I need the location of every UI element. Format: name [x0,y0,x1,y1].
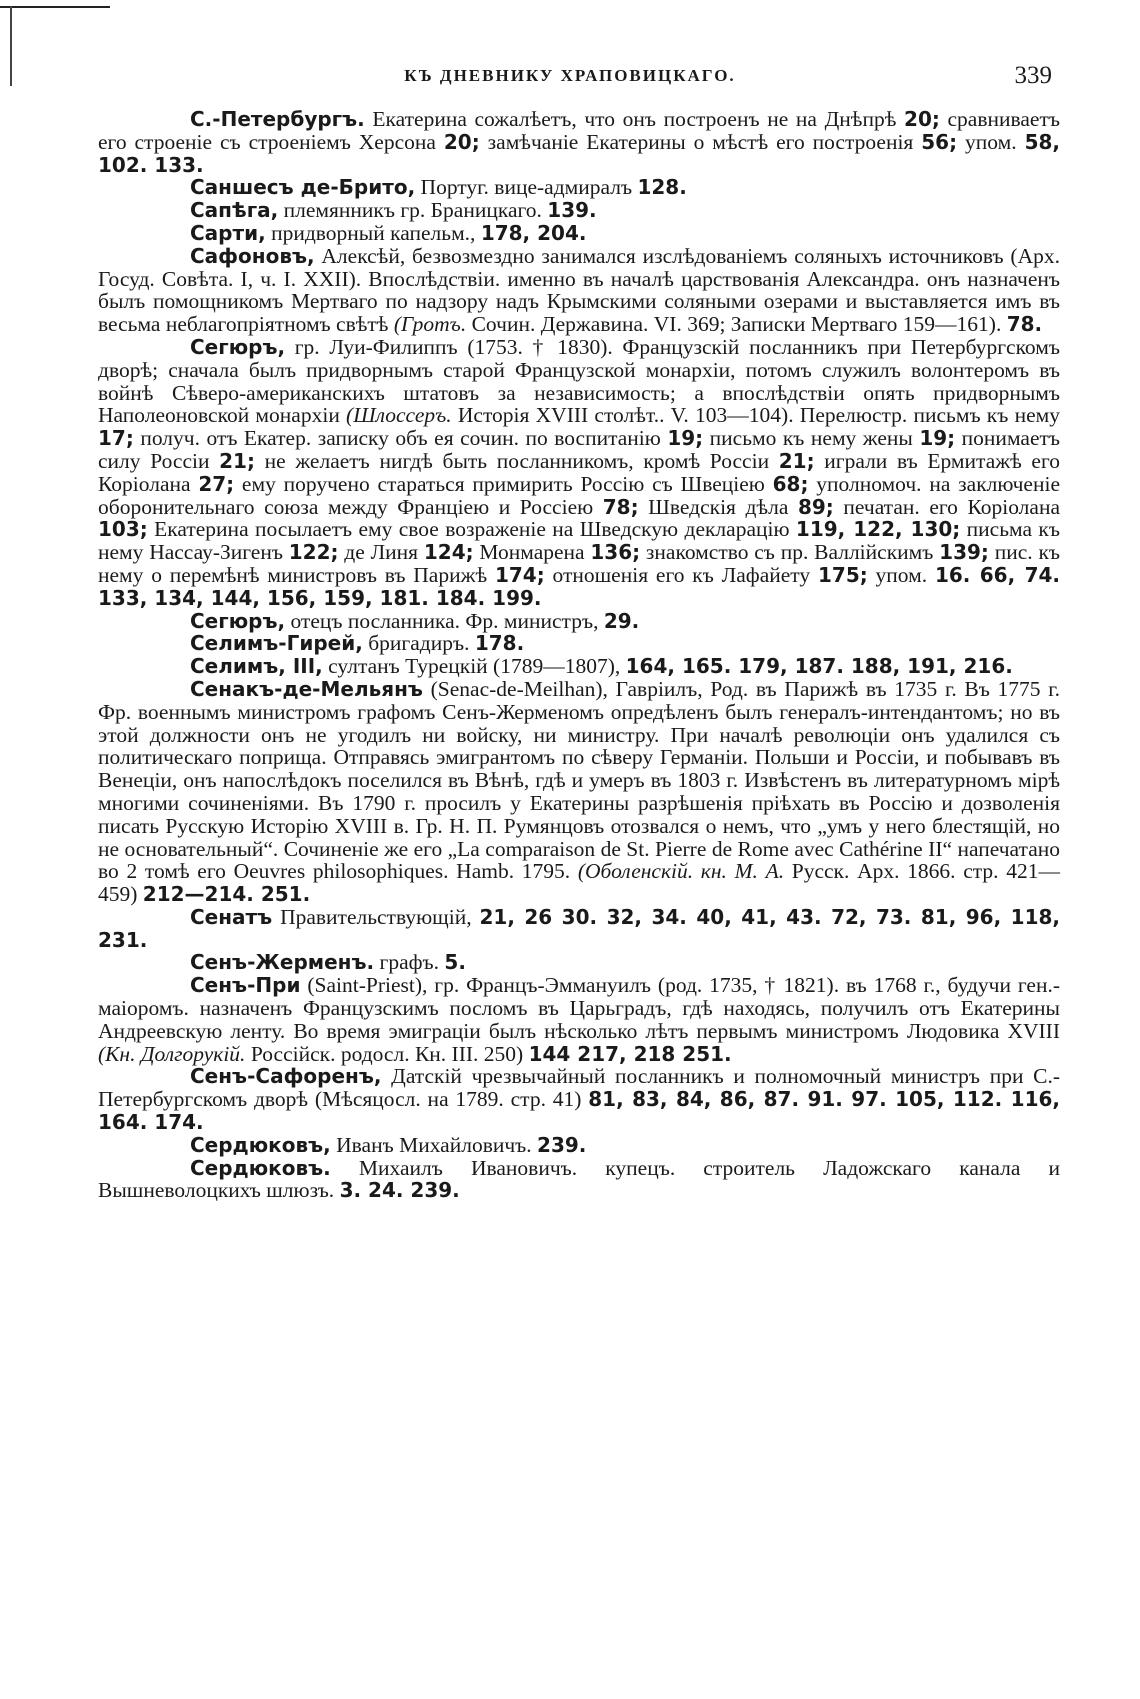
entry-senac-de-meilhan [98,678,1060,906]
page-ref: 174; [494,562,545,587]
entry-headword: Сарти, [190,220,266,245]
entry-source-italic: (Шлоссеръ. [346,403,452,428]
entry-text: отецъ посланника. Фр. министръ, [285,608,604,633]
entry-sapega [98,199,1060,222]
page-number: 339 [1014,62,1052,89]
entry-text: пис. къ нему о перемѣнѣ министровъ въ Парижѣ [98,540,1061,587]
page-ref: 5. [444,950,466,975]
page-ref: 119, 122, 130; [795,517,961,542]
entry-source-italic: (Кн. Долгорукій. [98,1041,246,1066]
page-ref: 19; [919,426,956,451]
index-entries [98,108,1060,1202]
page-ref: 212—214. 251. [142,882,311,907]
entry-text: Правительствующій, [272,904,480,929]
entry-text: не желаетъ нигдѣ быть посланникомъ, кромѣ Россіи [254,448,779,473]
entry-headword: Сапѣга, [190,198,279,223]
page-ref: 164, 165. 179, 187. 188, 191, 216. [625,654,1013,679]
entry-headword: Сердюковъ. [190,1155,331,1180]
entry-headword: Саншесъ де-Брито, [190,175,416,200]
entry-st-petersburg [98,108,1060,176]
page-ref: 21; [219,448,255,473]
page-ref: 178, 204. [480,220,587,245]
entry-segur-louis-philippe [98,336,1060,610]
entry-text: Монмарена [473,540,591,565]
page-ref: 139; [939,540,989,565]
page-ref: 17; [98,426,134,451]
page-ref: 239. [537,1132,587,1157]
page-ref: 68; [772,471,809,496]
entry-text: бригадиръ. [362,631,475,656]
entry-headword: Сенъ-Сафоренъ, [190,1064,382,1089]
entry-text: султанъ Турецкій (1789—1807), [322,654,626,679]
entry-text: Екатерина сожалѣетъ, что онъ построенъ не на Днѣпрѣ [364,107,905,131]
entry-text: понимаетъ силу Россіи [98,426,1060,473]
entry-source-italic: (Оболенскій. кн. М. А. [577,859,785,884]
entry-saint-priest [98,974,1060,1065]
page-ref: 21; [778,448,815,473]
entry-text: письма къ нему Нассау-Зигенъ [98,517,1060,565]
entry-text: Михаилъ Ивановичъ. купецъ. строитель Ладожскаго канала и Вышневолоцкихъ шлюзъ. [98,1155,1060,1203]
entry-selim-girey [98,632,1060,655]
entry-text: Шведскія дѣла [638,494,798,519]
entry-text: Россійск. родосл. Кн. III. 250) [245,1041,529,1066]
entry-text: письмо къ нему жены [703,426,920,451]
entry-headword: Сенакъ-де-Мельянъ [190,676,423,701]
entry-headword: Сенъ-Жерменъ. [190,950,375,975]
entry-text: отношенія его къ Лафайету [544,562,818,587]
entry-headword: Селимъ, [190,654,286,679]
page-ref: 20; [443,129,480,154]
entry-text: Иванъ Михайловичъ. [330,1132,538,1157]
entry-text: Сочин. Державина. VI. 369; Записки Мертваго 159—161). [466,312,1007,337]
entry-headword: Сегюръ, [190,334,286,359]
page-ref: 124; [423,540,474,565]
page-ref: 58, 102. 133. [98,129,1060,177]
entry-text: племянникъ гр. Браницкаго. [278,198,548,223]
page-header [0,62,1140,92]
entry-text: (Senac-de-Meilhan), Гавріилъ, Род. въ Парижѣ въ 1735 г. Въ 1775 г. Фр. военнымъ министромъ графомъ Сенъ-Жерменомъ опредѣленъ былъ генералъ-интендантомъ; но въ этой должности онъ не угодилъ ни войску, ни министру. При началѣ революціи онъ удалился съ политическаго поприща. Отправясь эмигрантомъ по сѣверу Германіи. Польши и Россіи, и побывавъ въ Венеціи, онъ напослѣдокъ поселился въ Вѣнѣ, гдѣ и умеръ въ 1803 г. Извѣстенъ въ литературномъ мірѣ многими сочиненіями. Въ 1790 г. просилъ у Екатерины разрѣшенія пріѣхать въ Россію и дозволенія писать Русскую Исторію XVIII в. Гр. Н. П. Румянцовъ отозвался о немъ, что „умъ у него блестящій, но не основательный“. Сочиненіе же его „La comparaison de St. Pierre de Rome avec Cathérine II“ напечатано во 2 томѣ его Oeuvres philosophiques. Hamb. 1795. [98,676,1060,884]
entry-text: печатан. его Коріолана [833,494,1060,519]
entry-headword: Сафоновъ, [190,243,315,268]
entry-selim-iii [98,655,1060,678]
entry-serdyukov-mikhail [98,1157,1060,1203]
entry-sanches-de-brito [98,176,1060,199]
entry-headword: Сердюковъ, [190,1132,331,1157]
entry-text: Португ. вице-адмиралъ [415,175,638,200]
entry-serdyukov-ivan [98,1134,1060,1157]
page-ref: 20; [904,107,940,131]
page-ref: 178. [474,631,525,656]
entry-segur-father [98,610,1060,633]
page-ref: 19; [667,426,704,451]
entry-text: Екатерина посылаетъ ему свое возраженіе на Шведскую декларацію [147,517,796,542]
page-ref: 78; [602,494,639,519]
entry-text: играли въ Ермитажѣ его Коріолана [98,448,1060,496]
entry-text: уполномоч. на заключеніе оборонительнаго союза между Франціею и Россіею [98,471,1060,519]
entry-text: знакомство съ пр. Валлійскимъ [640,540,940,565]
page-ref: 122; [288,540,339,565]
entry-source-italic: (Гротъ. [393,312,467,337]
entry-text: получ. отъ Екатер. записку объ ея сочин. по воспитанію [133,426,668,451]
page-ref: 89; [797,494,834,519]
entry-text: Алексѣй, безвозмездно занимался изслѣдованіемъ соляныхъ источниковъ (Арх. Госуд. Совѣта. I, ч. I. XXII). Впослѣдствіи. именно въ началѣ царствованія Александра. онъ назначенъ былъ помощникомъ Мертваго по надзору надъ Крымскими соляными озерами и выставляется имъ въ весьма неблагопріятномъ свѣтѣ [98,243,1060,337]
page-ref: 56; [921,129,958,154]
entry-text: придворный капельм., [265,220,481,245]
top-rule [0,6,110,8]
entry-safonov [98,245,1060,336]
entry-headword: Сенатъ [190,904,273,929]
page-ref: 128. [637,175,687,200]
entry-headword: С.-Петербургъ. [190,107,365,131]
entry-text: сравниваетъ его строеніе съ строеніемъ Херсона [98,107,1060,154]
page-ref: 139. [547,198,597,223]
entry-saint-germain [98,951,1060,974]
entry-saint-saphorin [98,1065,1060,1133]
page-ref: 103; [98,517,148,542]
entry-headword: Селимъ-Гирей, [190,631,363,656]
entry-senat [98,906,1060,952]
entry-text: ему поручено стараться примирить Россію съ Швеціею [234,471,773,496]
entry-headword: Сенъ-При [190,973,301,998]
page-ref: 175; [817,562,868,587]
page-ref: 136; [590,540,641,565]
entry-sarti [98,222,1060,245]
entry-headword: Сегюръ, [190,608,286,633]
entry-text: замѣчаніе Екатерины о мѣстѣ его построенія [479,129,922,154]
entry-text: графъ. [374,950,445,975]
entry-text: Датскій чрезвычайный посланникъ и полномочный министръ при С.-Петербургскомъ дворѣ (Мѣсяцосл. на 1789. стр. 41) [98,1064,1060,1112]
page-ref: 29. [603,608,640,633]
entry-text: (Saint-Priest), гр. Францъ-Эммануилъ (род. 1735, † 1821). въ 1768 г., будучи ген.-маіоромъ. назначенъ Французскимъ посломъ въ Царьградъ, гдѣ находясь, получилъ отъ Екатерины Андреевскую ленту. Во время эмиграціи былъ нѣсколько лѣтъ первымъ министромъ Людовика XVIII [98,973,1060,1043]
running-title: КЪ ДНЕВНИКУ ХРАПОВИЦКАГО. [404,66,736,85]
page-ref: 144 217, 218 251. [528,1041,732,1066]
entry-text: упом. [957,129,1025,154]
page-ref: 78. [1006,312,1043,337]
regnal-number: III, [285,654,323,679]
entry-text: Исторія XVIII столѣт.. V. 103—104). Перелюстр. письмъ къ нему [451,403,1060,428]
page-ref: 3. 24. 239. [339,1178,460,1203]
page-ref: 81, 83, 84, 86, 87. 91. 97. 105, 112. 116, 164. 174. [98,1087,1060,1135]
entry-text: де Линя [338,540,424,565]
page-ref: 16. 66, 74. 133, 134, 144, 156, 159, 181. 184. 199. [98,562,1061,610]
entry-text: упом. [867,562,935,587]
page-ref: 21, 26 30. 32, 34. 40, 41, 43. 72, 73. 81, 96, 118, 231. [98,904,1060,952]
page-ref: 27; [198,471,235,496]
entry-text: Русск. Арх. 1866. стр. 421—459) [98,859,1061,907]
entry-text: гр. Луи-Филиппъ (1753. † 1830). Французскій посланникъ при Петербургскомъ дворѣ; сначала былъ придворнымъ старой Французской монархіи, потомъ служилъ волонтеромъ въ войнѣ Сѣверо-американскихъ штатовъ за независимость; а впослѣдствіи опять придворнымъ Наполеоновской монархіи [98,334,1060,428]
